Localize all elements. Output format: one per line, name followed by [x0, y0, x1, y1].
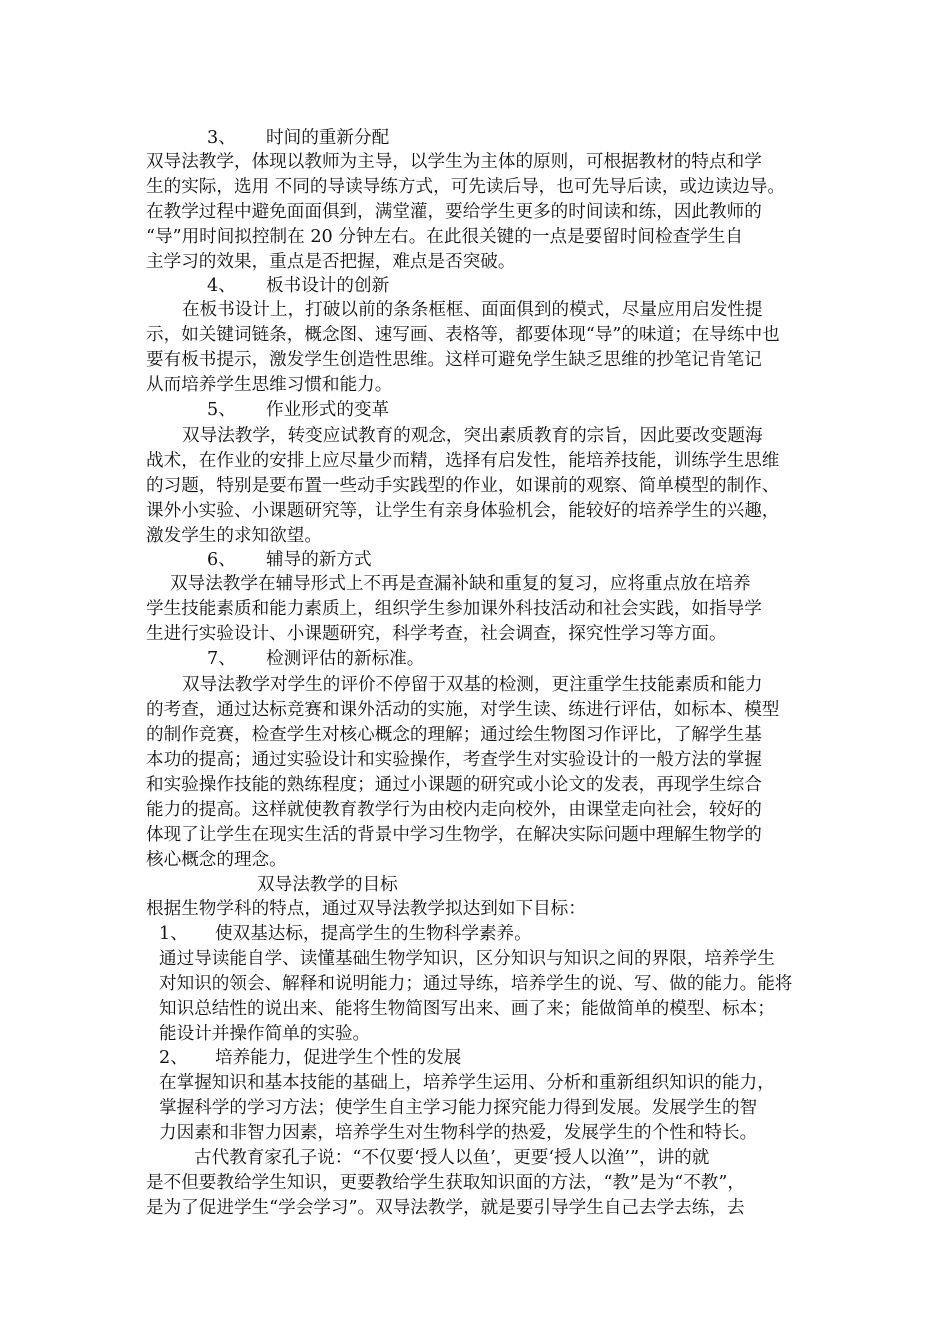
paragraph-line: 战术，在作业的安排上应尽量少而精，选择有启发性，能培养技能，训练学生思维 — [146, 451, 780, 471]
section-3-heading — [0, 126, 600, 150]
paragraph-line: 激发学生的求知欲望。 — [146, 526, 322, 546]
section-number: 4、 — [207, 276, 236, 296]
section-title: 检测评估的新标准。 — [266, 649, 425, 669]
paragraph-line: 双导法教学对学生的评价不停留于双基的检测，更注重学生技能素质和能力 — [182, 675, 763, 695]
paragraph-line: 示，如关键词链条，概念图、速写画、表格等，都要体现“导”的味道；在导练中也 — [146, 325, 780, 345]
goal-1-heading — [0, 922, 600, 946]
section-number: 7、 — [207, 649, 236, 669]
paragraph-line: 学生技能素质和能力素质上，组织学生参加课外科技活动和社会实践，如指导学 — [146, 599, 762, 619]
section-number: 6、 — [207, 550, 236, 570]
paragraph-line: 课外小实验、小课题研究等，让学生有亲身体验机会，能较好的培养学生的兴趣， — [146, 501, 780, 521]
paragraph-line: “导”用时间拟控制在 20 分钟左右。在此很关键的一点是要留时间检查学生自 — [146, 227, 743, 247]
paragraph-line: 通过导读能自学、读懂基础生物学知识，区分知识与知识之间的界限，培养学生 — [159, 949, 775, 969]
paragraph-line: 知识总结性的说出来、能将生物简图写出来、画了来；能做简单的模型、标本； — [159, 999, 775, 1019]
section-title: 作业形式的变革 — [266, 400, 390, 420]
goal-title: 培养能力，促进学生个性的发展 — [215, 1048, 462, 1068]
section-title: 板书设计的创新 — [266, 276, 390, 296]
paragraph-line: 古代教育家孔子说：“不仅要‘授人以鱼’，更要‘授人以渔’”，讲的就 — [194, 1148, 710, 1168]
section-4-heading — [0, 274, 600, 298]
goal-number: 1、 — [159, 924, 188, 944]
paragraph-line: 双导法教学，体现以教师为主导，以学生为主体的原则，可根据教材的特点和学 — [146, 152, 762, 172]
paragraph-line: 双导法教学在辅导形式上不再是查漏补缺和重复的复习，应将重点放在培养 — [170, 574, 751, 594]
section-title: 时间的重新分配 — [266, 128, 390, 148]
goal-2-heading — [0, 1046, 600, 1070]
section-number: 5、 — [207, 400, 236, 420]
paragraph-line: 从而培养学生思维习惯和能力。 — [146, 375, 393, 395]
section-number: 3、 — [207, 128, 236, 148]
paragraph-line: 双导法教学，转变应试教育的观念，突出素质教育的宗旨，因此要改变题海 — [182, 426, 763, 446]
goals-intro: 根据生物学科的特点，通过双导法教学拟达到如下目标： — [146, 899, 586, 919]
paragraph-line: 在教学过程中避免面面俱到，满堂灌，要给学生更多的时间读和练，因此教师的 — [146, 202, 762, 222]
paragraph-line: 本功的提高；通过实验设计和实验操作，考查学生对实验设计的一般方法的掌握 — [146, 750, 762, 770]
paragraph-line: 的制作竞赛，检查学生对核心概念的理解；通过绘生物图习作评比，了解学生基 — [146, 725, 762, 745]
paragraph-line: 生进行实验设计、小课题研究，科学考查，社会调查，探究性学习等方面。 — [146, 624, 727, 644]
section-title: 辅导的新方式 — [266, 550, 372, 570]
paragraph-line: 能力的提高。这样就使教育教学行为由校内走向校外，由课堂走向社会，较好的 — [146, 800, 762, 820]
section-5-heading — [0, 398, 600, 422]
goals-heading: 双导法教学的目标 — [257, 875, 398, 895]
goal-title: 使双基达标，提高学生的生物科学素养。 — [215, 924, 532, 944]
paragraph-line: 力因素和非智力因素，培养学生对生物科学的热爱，发展学生的个性和特长。 — [159, 1123, 758, 1143]
paragraph-line: 是为了促进学生“学会学习”。双导法教学，就是要引导学生自己去学去练，去 — [146, 1198, 745, 1218]
paragraph-line: 能设计并操作简单的实验。 — [159, 1024, 371, 1044]
goal-number: 2、 — [159, 1048, 188, 1068]
paragraph-line: 的考查，通过达标竞赛和课外活动的实施，对学生读、练进行评估，如标本、模型 — [146, 700, 780, 720]
paragraph-line: 在掌握知识和基本技能的基础上，培养学生运用、分析和重新组织知识的能力， — [159, 1073, 775, 1093]
paragraph-line: 要有板书提示，激发学生创造性思维。这样可避免学生缺乏思维的抄笔记肯笔记 — [146, 350, 762, 370]
paragraph-line: 核心概念的理念。 — [146, 850, 287, 870]
paragraph-line: 和实验操作技能的熟练程度；通过小课题的研究或小论文的发表，再现学生综合 — [146, 775, 762, 795]
paragraph-line: 的习题，特别是要布置一些动手实践型的作业，如课前的观察、简单模型的制作、 — [146, 476, 780, 496]
paragraph-line: 掌握科学的学习方法；使学生自主学习能力探究能力得到发展。发展学生的智 — [159, 1098, 758, 1118]
paragraph-line: 体现了让学生在现实生活的背景中学习生物学，在解决实际问题中理解生物学的 — [146, 825, 762, 845]
paragraph-line: 主学习的效果，重点是否把握，难点是否突破。 — [146, 252, 516, 272]
section-6-heading — [0, 548, 600, 572]
paragraph-line: 对知识的领会、解释和说明能力；通过导练，培养学生的说、写、做的能力。能将 — [159, 974, 793, 994]
section-7-heading — [0, 647, 600, 671]
paragraph-line: 在板书设计上，打破以前的条条框框、面面俱到的模式，尽量应用启发性提 — [182, 300, 763, 320]
paragraph-line: 是不但要教给学生知识，更要教给学生获取知识面的方法，“教”是为“不教”， — [146, 1173, 745, 1193]
paragraph-line: 生的实际，选用 不同的导读导练方式，可先读后导，也可先导后读，或边读边导。 — [146, 177, 785, 197]
